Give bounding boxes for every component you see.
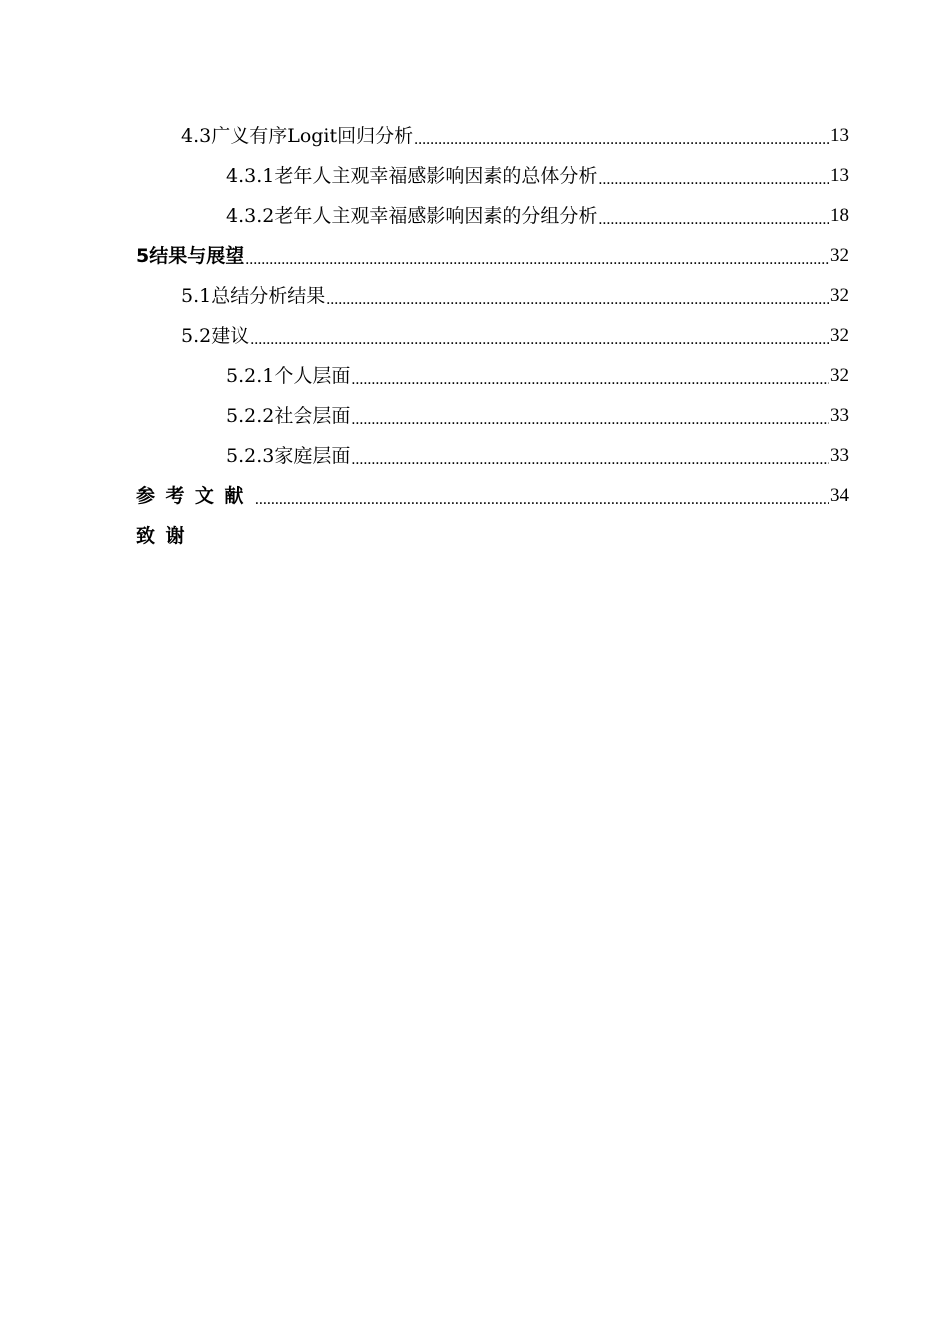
toc-dot-leader [255,476,829,516]
toc-dot-leader [245,236,829,276]
toc-dot-leader [414,116,829,156]
toc-entry-5-2-2[interactable] [0,396,950,436]
toc-page-number: 13 [830,125,849,146]
toc-entry-acknowledgements[interactable] [0,516,950,556]
toc-page-number: 34 [830,485,849,506]
toc-page-number: 33 [830,445,849,466]
toc-dot-leader [351,436,829,476]
toc-dot-leader [598,196,829,236]
toc-entry-title: 致谢 [136,525,195,547]
toc-page-number: 32 [830,325,849,346]
toc-entry-title: 5结果与展望 [136,245,245,267]
toc-entry-title: 参考文献 [136,485,254,507]
toc-entry-5-2-1[interactable] [0,356,950,396]
toc-entry-title: 4.3.1老年人主观幸福感影响因素的总体分析 [226,165,598,187]
toc-entry-title: 5.2.1个人层面 [226,365,351,387]
toc-entry-5-1[interactable] [0,276,950,316]
toc-entry-4-3-2[interactable] [0,196,950,236]
toc-entry-4-3[interactable] [0,116,950,156]
toc-entry-5-2[interactable] [0,316,950,356]
toc-entry-title: 4.3.2老年人主观幸福感影响因素的分组分析 [226,205,598,227]
toc-dot-leader [598,156,829,196]
toc-entry-title: 5.2建议 [181,325,250,347]
toc-page-number: 32 [830,245,849,266]
toc-entry-title: 4.3广义有序Logit回归分析 [181,125,414,147]
toc-entry-references[interactable] [0,476,950,516]
toc-dot-leader [250,316,829,356]
table-of-contents [0,116,950,556]
toc-page-number: 32 [830,365,849,386]
toc-dot-leader [326,276,829,316]
toc-entry-title: 5.2.3家庭层面 [226,445,351,467]
toc-page-number: 13 [830,165,849,186]
toc-entry-5[interactable] [0,236,950,276]
toc-entry-title: 5.1总结分析结果 [181,285,326,307]
toc-entry-title: 5.2.2社会层面 [226,405,351,427]
toc-page-number: 32 [830,285,849,306]
toc-entry-4-3-1[interactable] [0,156,950,196]
toc-dot-leader [351,396,829,436]
toc-entry-5-2-3[interactable] [0,436,950,476]
toc-dot-leader [351,356,829,396]
toc-page-number: 33 [830,405,849,426]
toc-page-number: 18 [830,205,849,226]
